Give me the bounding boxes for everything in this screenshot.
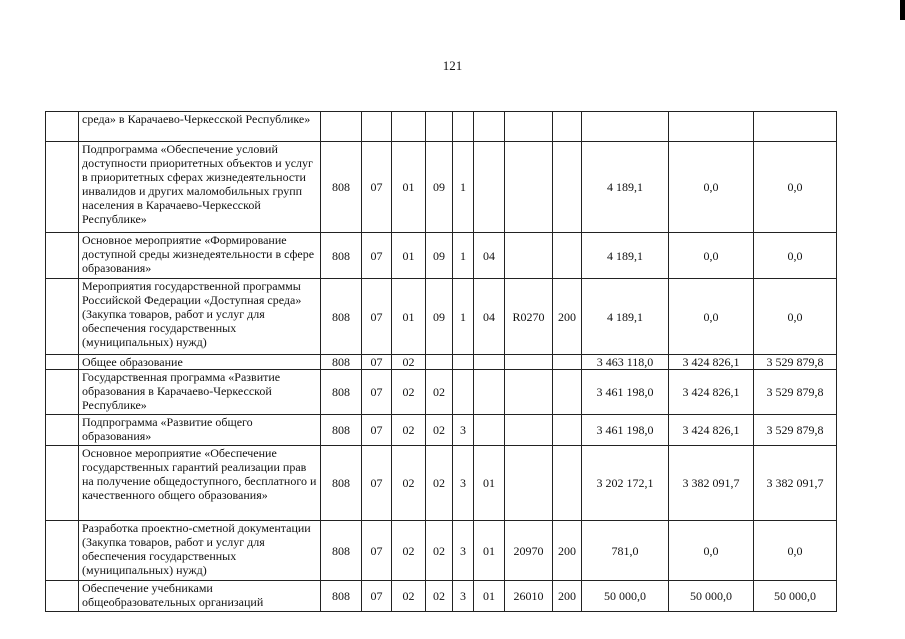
- direction-code: [505, 142, 553, 233]
- program-code: 02: [426, 415, 453, 446]
- section-code: 07: [362, 142, 392, 233]
- section-code: 07: [362, 355, 392, 370]
- amount-year-3: 3 529 879,8: [754, 415, 837, 446]
- subsection-code: 02: [392, 415, 426, 446]
- subprogram-code: 1: [453, 279, 474, 355]
- chapter-code: 808: [321, 446, 362, 521]
- subprogram-code: [453, 355, 474, 370]
- subprogram-code: 3: [453, 521, 474, 581]
- section-code: [362, 112, 392, 142]
- row-name: Подпрограмма «Развитие общего образования»: [79, 415, 321, 446]
- event-code: 01: [474, 581, 505, 612]
- amount-year-2: 50 000,0: [669, 581, 754, 612]
- row-name: Основное мероприятие «Формирование доступной среды жизнедеятельности в сфере образования»: [79, 233, 321, 279]
- subprogram-code: [453, 112, 474, 142]
- subprogram-code: 3: [453, 446, 474, 521]
- section-code: 07: [362, 446, 392, 521]
- amount-year-2: 0,0: [669, 521, 754, 581]
- table-row: [46, 370, 837, 415]
- subsection-code: 02: [392, 370, 426, 415]
- expense-type-code: 200: [553, 581, 582, 612]
- subsection-code: [392, 112, 426, 142]
- chapter-code: 808: [321, 233, 362, 279]
- direction-code: 26010: [505, 581, 553, 612]
- event-code: [474, 112, 505, 142]
- subsection-code: 01: [392, 233, 426, 279]
- row-margin-cell: [46, 446, 79, 521]
- expense-type-code: 200: [553, 279, 582, 355]
- direction-code: [505, 233, 553, 279]
- event-code: [474, 355, 505, 370]
- amount-year-3: 0,0: [754, 142, 837, 233]
- expense-type-code: [553, 142, 582, 233]
- row-name: Разработка проектно-сметной документации (Закупка товаров, работ и услуг для обеспечения государственных (муниципальных) нужд): [79, 521, 321, 581]
- row-margin-cell: [46, 142, 79, 233]
- section-code: 07: [362, 521, 392, 581]
- subprogram-code: 1: [453, 233, 474, 279]
- amount-year-2: 0,0: [669, 142, 754, 233]
- program-code: 02: [426, 370, 453, 415]
- event-code: [474, 415, 505, 446]
- subsection-code: 02: [392, 446, 426, 521]
- direction-code: 20970: [505, 521, 553, 581]
- expense-type-code: 200: [553, 521, 582, 581]
- row-name: Общее образование: [79, 355, 321, 370]
- subsection-code: 02: [392, 355, 426, 370]
- direction-code: [505, 370, 553, 415]
- amount-year-3: 0,0: [754, 279, 837, 355]
- expense-type-code: [553, 112, 582, 142]
- direction-code: R0270: [505, 279, 553, 355]
- table-row: [46, 355, 837, 370]
- row-name: Основное мероприятие «Обеспечение государственных гарантий реализации прав на получение общедоступного, бесплатного и качественного общего образования»: [79, 446, 321, 521]
- table-row: [46, 233, 837, 279]
- subsection-code: 02: [392, 521, 426, 581]
- row-margin-cell: [46, 233, 79, 279]
- row-name: среда» в Карачаево-Черкесской Республике»: [79, 112, 321, 142]
- amount-year-2: 3 382 091,7: [669, 446, 754, 521]
- amount-year-2: 0,0: [669, 233, 754, 279]
- direction-code: [505, 446, 553, 521]
- chapter-code: [321, 112, 362, 142]
- expense-type-code: [553, 370, 582, 415]
- row-margin-cell: [46, 415, 79, 446]
- chapter-code: 808: [321, 370, 362, 415]
- event-code: 01: [474, 521, 505, 581]
- amount-year-3: 50 000,0: [754, 581, 837, 612]
- section-code: 07: [362, 233, 392, 279]
- direction-code: [505, 112, 553, 142]
- chapter-code: 808: [321, 279, 362, 355]
- chapter-code: 808: [321, 142, 362, 233]
- subprogram-code: [453, 370, 474, 415]
- row-name: Подпрограмма «Обеспечение условий доступности приоритетных объектов и услуг в приоритетных сферах жизнедеятельности инвалидов и других маломобильных групп населения в Карачаево-Черкесской Республике»: [79, 142, 321, 233]
- chapter-code: 808: [321, 521, 362, 581]
- program-code: 02: [426, 581, 453, 612]
- program-code: 09: [426, 142, 453, 233]
- amount-year-3: 3 382 091,7: [754, 446, 837, 521]
- subsection-code: 01: [392, 142, 426, 233]
- row-margin-cell: [46, 581, 79, 612]
- amount-year-1: 4 189,1: [582, 233, 669, 279]
- chapter-code: 808: [321, 415, 362, 446]
- expense-type-code: [553, 233, 582, 279]
- row-margin-cell: [46, 279, 79, 355]
- amount-year-3: 3 529 879,8: [754, 370, 837, 415]
- amount-year-1: [582, 112, 669, 142]
- table-row: [46, 112, 837, 142]
- page-number: 121: [442, 58, 463, 73]
- amount-year-1: 3 463 118,0: [582, 355, 669, 370]
- amount-year-2: 0,0: [669, 279, 754, 355]
- program-code: [426, 112, 453, 142]
- amount-year-3: 0,0: [754, 233, 837, 279]
- row-margin-cell: [46, 355, 79, 370]
- section-code: 07: [362, 279, 392, 355]
- chapter-code: 808: [321, 581, 362, 612]
- amount-year-1: 781,0: [582, 521, 669, 581]
- event-code: [474, 142, 505, 233]
- program-code: 09: [426, 279, 453, 355]
- amount-year-1: 3 461 198,0: [582, 370, 669, 415]
- subprogram-code: 1: [453, 142, 474, 233]
- table-row: [46, 142, 837, 233]
- program-code: 09: [426, 233, 453, 279]
- amount-year-2: 3 424 826,1: [669, 370, 754, 415]
- amount-year-2: 3 424 826,1: [669, 415, 754, 446]
- subprogram-code: 3: [453, 581, 474, 612]
- direction-code: [505, 355, 553, 370]
- subsection-code: 02: [392, 581, 426, 612]
- row-margin-cell: [46, 521, 79, 581]
- expense-type-code: [553, 446, 582, 521]
- amount-year-1: 50 000,0: [582, 581, 669, 612]
- row-margin-cell: [46, 112, 79, 142]
- subprogram-code: 3: [453, 415, 474, 446]
- amount-year-3: 0,0: [754, 521, 837, 581]
- direction-code: [505, 415, 553, 446]
- table-row: [46, 415, 837, 446]
- chapter-code: 808: [321, 355, 362, 370]
- table-row: [46, 279, 837, 355]
- expense-type-code: [553, 415, 582, 446]
- table-row: [46, 521, 837, 581]
- subsection-code: 01: [392, 279, 426, 355]
- row-name: Мероприятия государственной программы Российской Федерации «Доступная среда» (Закупка товаров, работ и услуг для обеспечения государственных (муниципальных) нужд): [79, 279, 321, 355]
- amount-year-3: [754, 112, 837, 142]
- event-code: [474, 370, 505, 415]
- amount-year-2: 3 424 826,1: [669, 355, 754, 370]
- program-code: [426, 355, 453, 370]
- section-code: 07: [362, 581, 392, 612]
- program-code: 02: [426, 521, 453, 581]
- table-row: [46, 446, 837, 521]
- amount-year-3: 3 529 879,8: [754, 355, 837, 370]
- amount-year-1: 4 189,1: [582, 279, 669, 355]
- program-code: 02: [426, 446, 453, 521]
- row-name: Обеспечение учебниками общеобразовательных организаций: [79, 581, 321, 612]
- amount-year-1: 3 461 198,0: [582, 415, 669, 446]
- event-code: 01: [474, 446, 505, 521]
- page-edge-mark: [900, 0, 905, 20]
- amount-year-2: [669, 112, 754, 142]
- event-code: 04: [474, 279, 505, 355]
- expense-type-code: [553, 355, 582, 370]
- section-code: 07: [362, 415, 392, 446]
- amount-year-1: 3 202 172,1: [582, 446, 669, 521]
- amount-year-1: 4 189,1: [582, 142, 669, 233]
- row-name: Государственная программа «Развитие образования в Карачаево-Черкесской Республике»: [79, 370, 321, 415]
- row-margin-cell: [46, 370, 79, 415]
- budget-table: [45, 111, 837, 612]
- section-code: 07: [362, 370, 392, 415]
- event-code: 04: [474, 233, 505, 279]
- table-row: [46, 581, 837, 612]
